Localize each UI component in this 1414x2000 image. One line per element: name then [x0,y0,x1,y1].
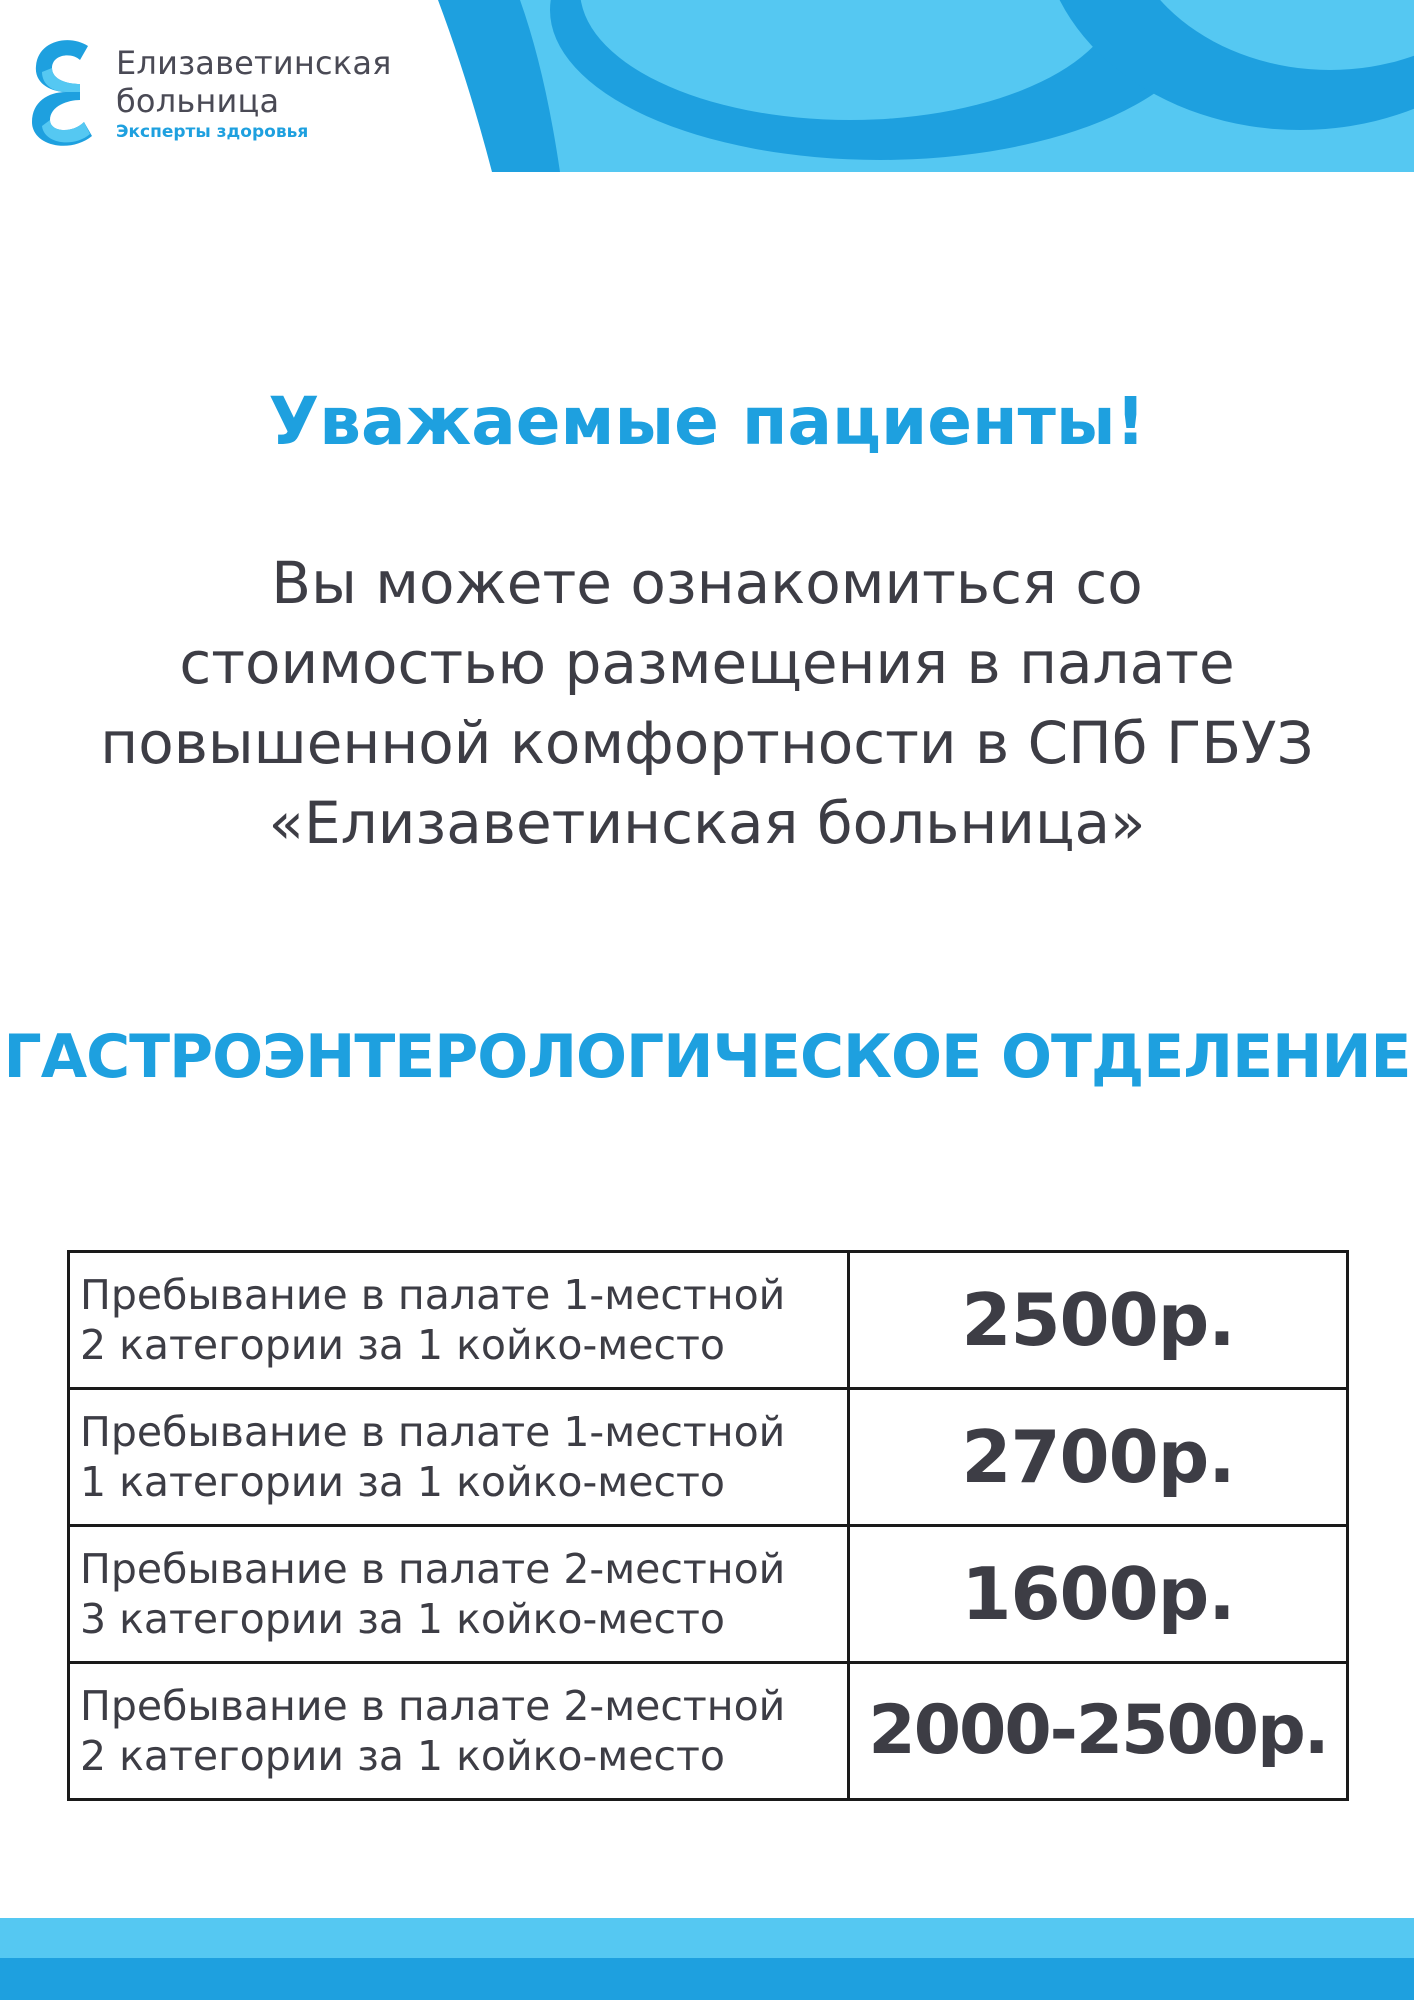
service-description-line1: Пребывание в палате 1-местной [80,1271,786,1319]
intro-paragraph [40,543,1374,863]
service-description-cell [69,1252,849,1389]
logo-e-icon [30,36,102,151]
service-price: 2700р. [849,1389,1348,1526]
service-price: 2500р. [849,1252,1348,1389]
service-description-line1: Пребывание в палате 2-местной [80,1682,786,1730]
intro-line: стоимостью размещения в палате [179,629,1235,697]
service-description-cell [69,1526,849,1663]
price-table [67,1250,1349,1801]
table-row [69,1389,1348,1526]
service-description-cell [69,1389,849,1526]
service-price: 1600р. [849,1526,1348,1663]
service-description-line2: 2 категории за 1 койко-место [80,1732,725,1780]
footer-band-dark [0,1958,1414,2000]
logo-text [116,44,392,144]
hospital-logo [30,36,392,151]
table-row [69,1252,1348,1389]
intro-line: повышенной комфортности в СПб ГБУЗ [100,709,1314,777]
intro-line: «Елизаветинская больница» [268,789,1146,857]
service-description-line2: 2 категории за 1 койко-место [80,1321,725,1369]
service-description-line2: 3 категории за 1 койко-место [80,1595,725,1643]
brand-tagline: Эксперты здоровья [116,122,309,142]
table-row [69,1663,1348,1800]
table-row [69,1526,1348,1663]
intro-line: Вы можете ознакомиться со [271,549,1143,617]
brand-name-line2: больница [116,82,280,120]
service-description-cell [69,1663,849,1800]
brand-name-line1: Елизаветинская [116,44,392,82]
greeting-heading: Уважаемые пациенты! [268,383,1146,460]
footer-band-light [0,1918,1414,1958]
service-description-line2: 1 категории за 1 койко-место [80,1458,725,1506]
department-heading: ГАСТРОЭНТЕРОЛОГИЧЕСКОЕ ОТДЕЛЕНИЕ [3,1022,1411,1092]
service-description-line1: Пребывание в палате 2-местной [80,1545,786,1593]
service-price: 2000-2500р. [849,1663,1348,1800]
service-description-line1: Пребывание в палате 1-местной [80,1408,786,1456]
